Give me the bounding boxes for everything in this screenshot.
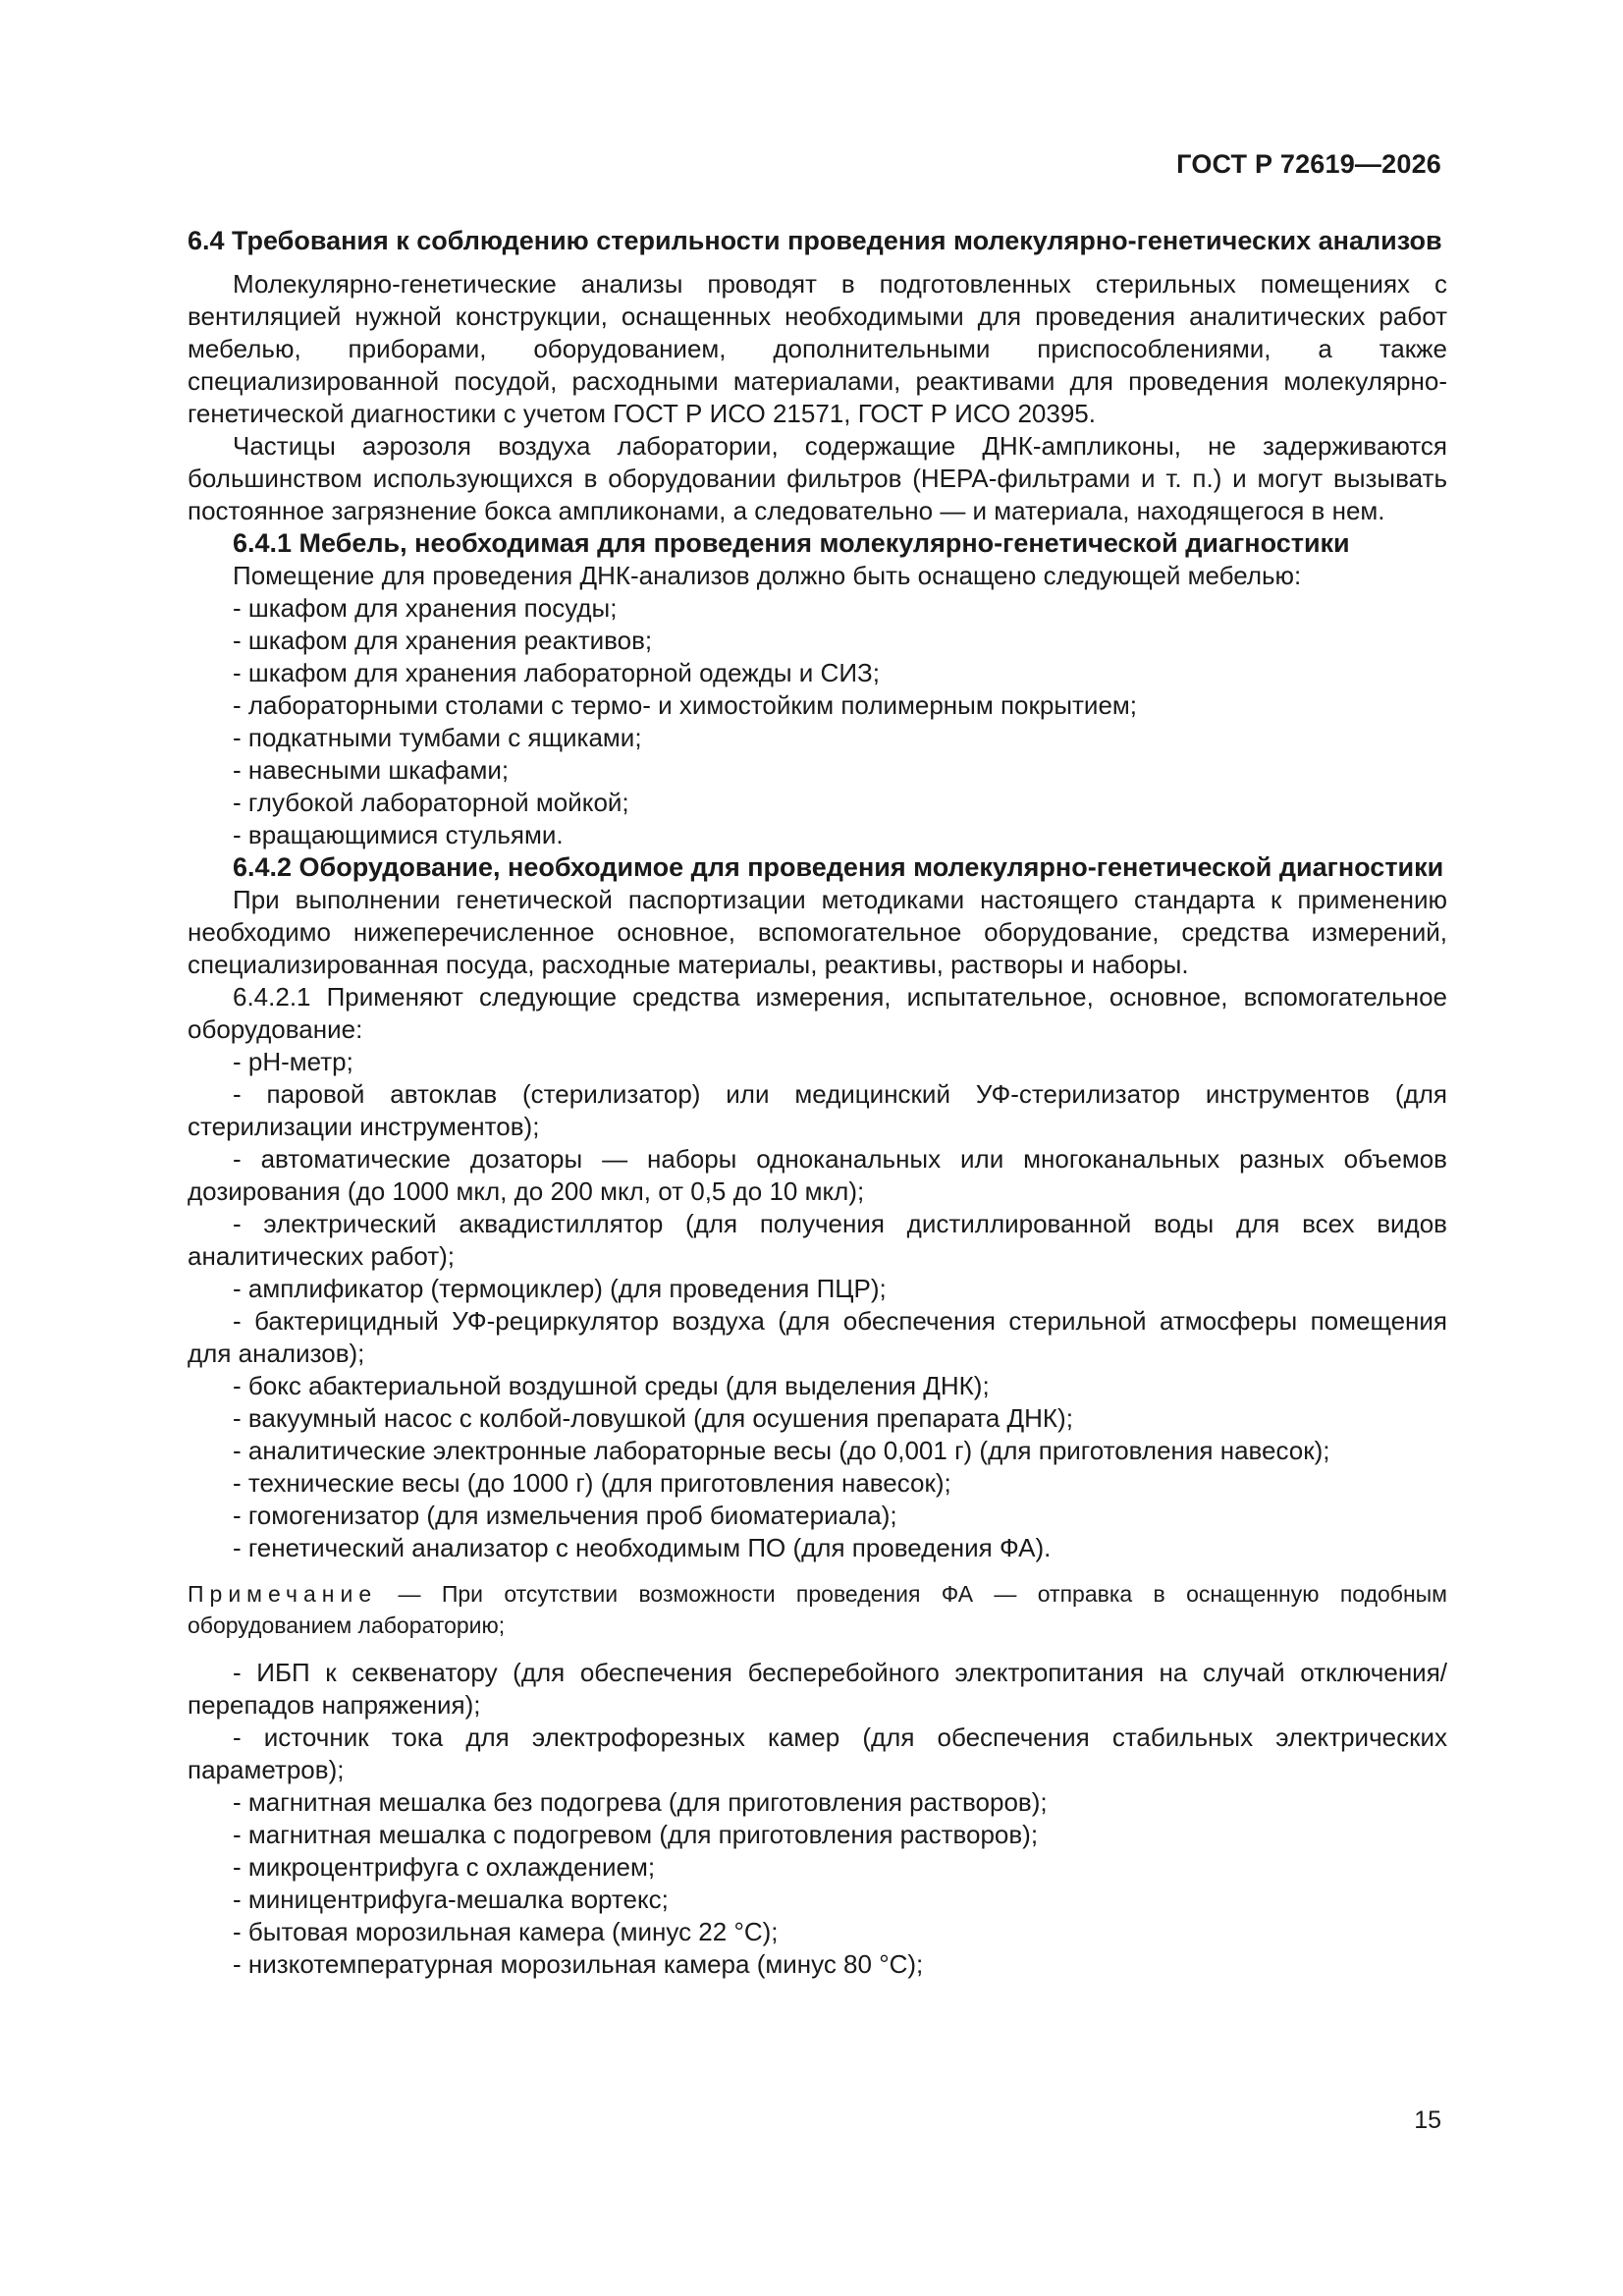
list-item: - технические весы (до 1000 г) (для приготовления навесок);	[233, 1468, 951, 1498]
list-item: - ИБП к секвенатору (для обеспечения бесперебойного электропитания на случай отключения/перепадов напряжения);	[188, 1658, 1447, 1720]
list-item: - вакуумный насос с колбой-ловушкой (для осушения препарата ДНК);	[233, 1403, 1073, 1433]
list-item: - шкафом для хранения лабораторной одежды и СИЗ;	[233, 658, 880, 687]
paragraph: Помещение для проведения ДНК-анализов должно быть оснащено следующей мебелью:	[233, 561, 1302, 590]
list-item: - бокс абактериальной воздушной среды (для выделения ДНК);	[233, 1371, 990, 1400]
list-item: - лабораторными столами с термо- и химостойким полимерным покрытием;	[233, 690, 1138, 720]
note	[188, 1578, 1447, 1641]
document-body	[188, 226, 1447, 1981]
list-item: - миницентрифуга-мешалка вортекс;	[233, 1885, 669, 1914]
list-item: - аналитические электронные лабораторные весы (до 0,001 г) (для приготовления навесок);	[233, 1436, 1330, 1465]
section-6-4-title: 6.4 Требования к соблюдению стерильности проведения молекулярно-генетических анализов	[188, 226, 1442, 255]
list-item: - гомогенизатор (для измельчения проб биоматериала);	[233, 1501, 897, 1530]
list-item: - паровой автоклав (стерилизатор) или медицинский УФ-стерилизатор инструментов (для стерилизации инструментов);	[188, 1079, 1447, 1141]
list-item: - электрический аквадистиллятор (для получения дистиллированной воды для всех видов аналитических работ);	[188, 1209, 1447, 1271]
list-item: - амплификатор (термоциклер) (для проведения ПЦР);	[233, 1274, 887, 1303]
section-6-4-2-title: 6.4.2 Оборудование, необходимое для проведения молекулярно-генетической диагностики	[233, 852, 1444, 882]
list-item: - шкафом для хранения посуды;	[233, 593, 618, 623]
list-item: - глубокой лабораторной мойкой;	[233, 788, 629, 817]
section-6-4-1-title: 6.4.1 Мебель, необходимая для проведения молекулярно-генетической диагностики	[233, 528, 1350, 558]
list-item: - источник тока для электрофорезных камер (для обеспечения стабильных электрических параметров);	[188, 1722, 1447, 1784]
list-item: - генетический анализатор с необходимым ПО (для проведения ФА).	[233, 1533, 1052, 1562]
list-item: - микроцентрифуга с охлаждением;	[233, 1852, 656, 1882]
page-number: 15	[1414, 2106, 1441, 2134]
note-label: Примечание	[188, 1581, 378, 1607]
note-text: — При отсутствии возможности проведения ФА — отправка в оснащенную подобным оборудованием лабораторию;	[188, 1581, 1447, 1638]
list-item: - бытовая морозильная камера (минус 22 °С);	[233, 1917, 779, 1946]
list-item: - магнитная мешалка с подогревом (для приготовления растворов);	[233, 1820, 1039, 1849]
paragraph: Частицы аэрозоля воздуха лаборатории, содержащие ДНК-ампликоны, не задерживаются большинством использующихся в оборудовании фильтров (HEPA-фильтрами и т. п.) и могут вызывать постоянное загрязнение бокса ампликонами, а следовательно — и материала, находящегося в нем.	[188, 431, 1447, 525]
subsection-6-4-2-1: 6.4.2.1 Применяют следующие средства измерения, испытательное, основное, вспомогательное оборудование:	[188, 982, 1447, 1044]
list-item: - автоматические дозаторы — наборы одноканальных или многоканальных разных объемов дозирования (до 1000 мкл, до 200 мкл, от 0,5 до 10 мкл);	[188, 1144, 1447, 1206]
list-item: - низкотемпературная морозильная камера (минус 80 °С);	[233, 1949, 924, 1979]
document-standard-header: ГОСТ Р 72619—2026	[1176, 149, 1441, 179]
paragraph: Молекулярно-генетические анализы проводят в подготовленных стерильных помещениях с вентиляцией нужной конструкции, оснащенных необходимыми для проведения аналитических работ мебелью, приборами, оборудованием, дополнительными приспособлениями, а также специализированной посудой, расходными материалами, реактивами для проведения молекулярно-генетической диагностики с учетом ГОСТ Р ИСО 21571, ГОСТ Р ИСО 20395.	[188, 269, 1447, 428]
list-item: - навесными шкафами;	[233, 755, 510, 785]
list-item: - подкатными тумбами с ящиками;	[233, 723, 642, 752]
list-item: - магнитная мешалка без подогрева (для приготовления растворов);	[233, 1787, 1048, 1817]
paragraph: При выполнении генетической паспортизации методиками настоящего стандарта к применению необходимо нижеперечисленное основное, вспомогательное оборудование, средства измерений, специализированная посуда, расходные материалы, реактивы, растворы и наборы.	[188, 885, 1447, 979]
list-item: - бактерицидный УФ-рециркулятор воздуха (для обеспечения стерильной атмосферы помещения для анализов);	[188, 1306, 1447, 1368]
list-item: - шкафом для хранения реактивов;	[233, 626, 653, 655]
list-item: - pH-метр;	[233, 1047, 353, 1076]
list-item: - вращающимися стульями.	[233, 820, 564, 849]
